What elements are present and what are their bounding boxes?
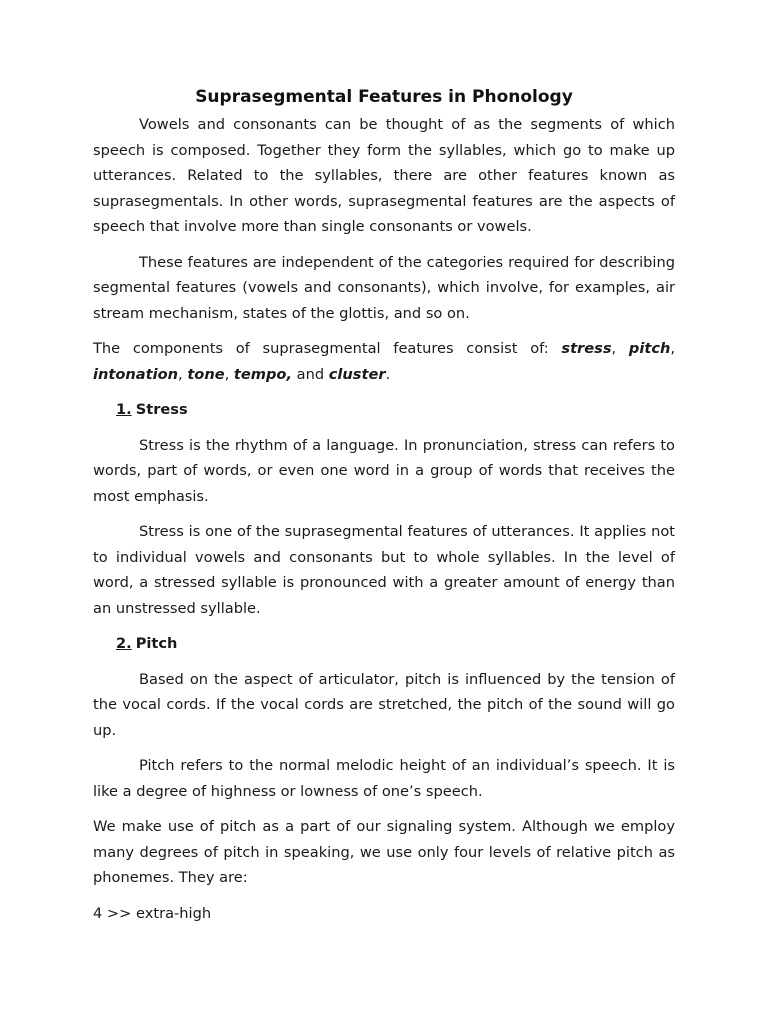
separator: , [178, 365, 188, 383]
keyword-tempo: tempo, [233, 365, 292, 383]
keyword-pitch: pitch [628, 340, 671, 357]
keyword-tone: tone [187, 365, 225, 383]
pitch-paragraph-1: Based on the aspect of articulator, pitch is influenced by the tension of the vocal cords. If the vocal cords are stretched, the pitch of the sound will go up. [93, 670, 675, 739]
intro-paragraph-1: Vowels and consonants can be thought of as the segments of which speech is composed. Together they form the syllables, which go to make up utterances. Related to the syllables, there are other features known as suprasegmentals. In other words, suprasegmental features are the aspects of speech that involve more than single consonants or vowels. [93, 116, 675, 235]
intro-paragraph-2: These features are independent of the categories required for describing segmental features (vowels and consonants), which involve, for examples, air stream mechanism, states of the glottis, and so on. [93, 253, 675, 322]
components-lead: The components of suprasegmental features consist of: [93, 340, 562, 357]
keyword-intonation: intonation [93, 365, 179, 383]
stress-paragraph-2: Stress is one of the suprasegmental features of utterances. It applies not to individual vowels and consonants but to whole syllables. In the level of word, a stressed syllable is pronounced with a greater amount of energy than an unstressed syllable. [93, 523, 675, 617]
pitch-signaling-paragraph: We make use of pitch as a part of our signaling system. Although we employ many degrees of pitch in speaking, we use only four levels of relative pitch as phonemes. They are: [93, 818, 675, 886]
keyword-cluster: cluster [328, 365, 386, 383]
section-label: Pitch [135, 635, 178, 652]
pitch-level-item: 4 >> extra-high [93, 904, 212, 922]
separator: , [670, 340, 675, 357]
period: . [385, 365, 391, 383]
separator: , [611, 340, 629, 357]
section-heading-pitch [93, 631, 675, 657]
pitch-paragraph-2: Pitch refers to the normal melodic height of an individual’s speech. It is like a degree of highness or lowness of one’s speech. [93, 757, 675, 800]
document-title: Suprasegmental Features in Phonology [195, 87, 573, 107]
section-heading-stress [93, 397, 675, 423]
document-body [93, 86, 675, 936]
separator: , [224, 365, 234, 383]
stress-paragraph-1: Stress is the rhythm of a language. In pronunciation, stress can refers to words, part of words, or even one word in a group of words that receives the most emphasis. [93, 436, 675, 505]
section-number: 1. [116, 401, 132, 418]
section-number: 2. [116, 635, 132, 652]
section-label: Stress [135, 401, 188, 418]
keyword-stress: stress [561, 340, 612, 357]
components-paragraph [93, 336, 675, 387]
conjunction-and: and [292, 365, 329, 383]
